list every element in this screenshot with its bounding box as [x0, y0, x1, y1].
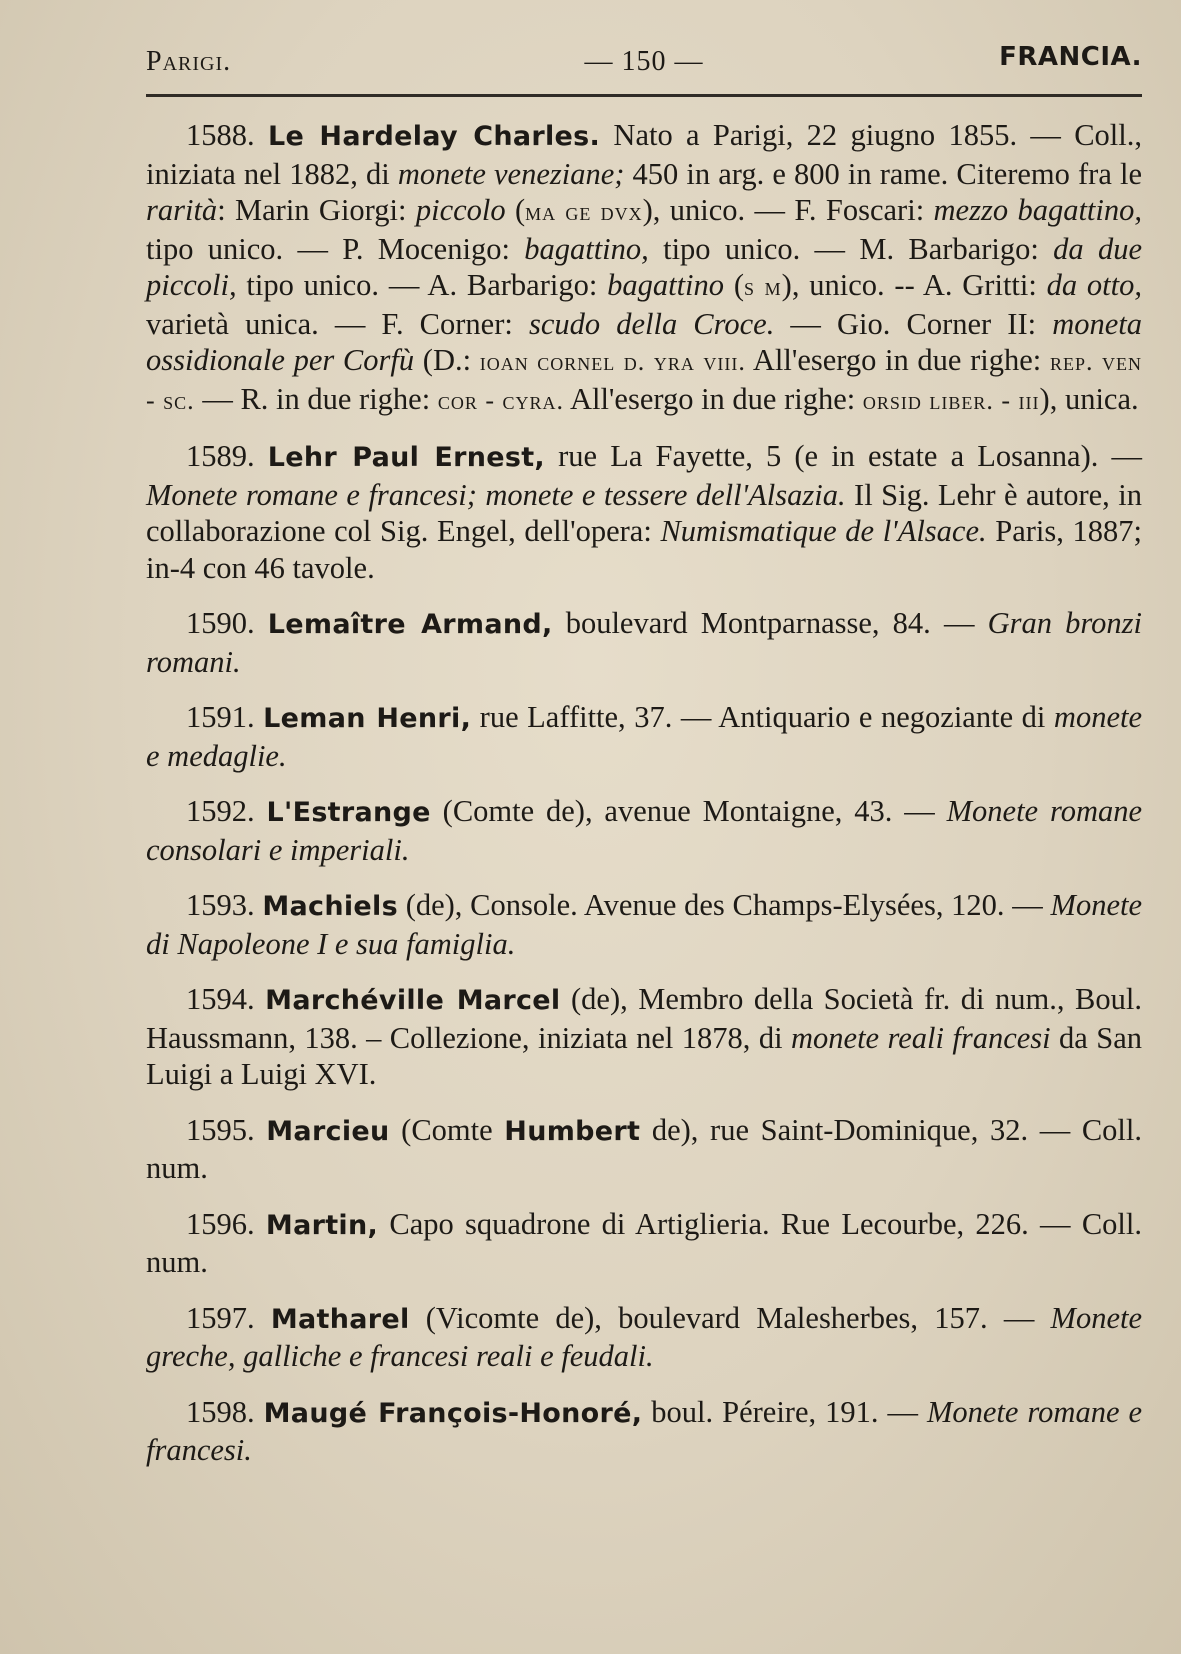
collector-name: Le Hardelay Charles. — [267, 121, 601, 152]
entry-italic: Monete romane e francesi; monete e tessere dell'Alsazia. — [146, 477, 846, 512]
header-rule — [146, 94, 1142, 97]
entry-number: 1588. — [186, 118, 255, 152]
running-head — [146, 40, 1142, 84]
entry-text: (Comte de), avenue Montaigne, 43. — — [430, 794, 947, 828]
collector-name: Leman Henri, — [263, 703, 472, 734]
entry-number: 1595. — [186, 1112, 255, 1147]
entry-text: boul. Péreire, 191. — — [642, 1394, 927, 1429]
entry-1598 — [146, 1394, 1142, 1469]
entry-text: ), unico. -- A. Gritti: — [781, 268, 1047, 302]
entry-number: 1597. — [186, 1300, 255, 1335]
entry-italic: bagattino, — [524, 231, 649, 266]
entry-italic: monete e medaglie. — [146, 700, 1142, 773]
coin-legend: s m — [743, 272, 782, 301]
entry-list — [146, 117, 1142, 1469]
coin-legend: ioan cornel d. yra viii. — [479, 347, 746, 376]
collector-name: Maugé François-Honoré, — [263, 1397, 643, 1429]
coin-legend: cor - cyra. — [437, 385, 564, 415]
entry-text: ), unico. — F. Foscari: — [642, 193, 934, 227]
entry-italic: Monete romane e francesi. — [146, 1394, 1143, 1467]
entry-text: ( — [505, 193, 526, 227]
entry-number: 1591. — [186, 700, 255, 734]
entry-number: 1594. — [186, 982, 255, 1016]
entry-text: 450 in arg. e 800 in rame. Citeremo fra le — [624, 156, 1142, 191]
entry-italic: scudo della Croce. — [528, 306, 775, 341]
running-head-location: Parigi. — [146, 46, 232, 77]
entry-text: tipo unico. — A. Barbarigo: — [236, 268, 608, 302]
entry-text: (D.: — [414, 343, 480, 377]
entry-italic: moneta ossidionale per Corfù — [146, 306, 1142, 377]
entry-text: Nato a Parigi, 22 giugno 1855. — Coll., iniziata nel 1882, di — [146, 118, 1142, 191]
collector-name: Machiels — [262, 891, 398, 922]
entry-text: da San Luigi a Luigi XVI. — [146, 1020, 1143, 1091]
entry-text: tipo unico. — P. Mocenigo: — [146, 231, 525, 266]
entry-1592 — [146, 793, 1142, 868]
running-head-country: FRANCIA. — [999, 42, 1142, 72]
entry-text: Il Sig. Lehr è autore, in collaborazione col Sig. Engel, dell'opera: — [146, 477, 1142, 548]
collector-name: Marchéville Marcel — [265, 985, 561, 1016]
collector-name: Marcieu — [266, 1115, 390, 1147]
entry-text: ( — [724, 268, 744, 302]
entry-1596 — [146, 1206, 1142, 1281]
collector-first-name: Humbert — [504, 1115, 641, 1147]
entry-number: 1592. — [186, 794, 255, 828]
entry-1597 — [146, 1300, 1142, 1375]
book-page — [146, 40, 1142, 1488]
collector-name: Lehr Paul Ernest, — [267, 442, 545, 473]
entry-text: (Comte — [389, 1112, 505, 1147]
entry-number: 1590. — [186, 606, 255, 640]
entry-text: — R. in due righe: — [194, 381, 438, 416]
page-number: — 150 — — [584, 46, 704, 77]
coin-legend: ma ge dvx — [525, 197, 643, 226]
entry-italic: rarità — [146, 193, 218, 227]
entry-number: 1596. — [186, 1206, 255, 1241]
entry-text: (de), Membro della Società fr. di num., Boul. Haussmann, 138. – Collezione, iniziata nel 1878, di — [146, 982, 1142, 1055]
coin-legend: orsid liber. - iii — [862, 385, 1040, 415]
entry-italic: piccolo — [415, 193, 506, 227]
entry-text: (Vicomte de), boulevard Malesherbes, 157. — — [409, 1300, 1051, 1335]
entry-italic: monete reali francesi — [791, 1020, 1051, 1055]
entry-italic: Monete di Napoleone I e sua famiglia. — [146, 888, 1142, 961]
entry-1591 — [146, 699, 1142, 774]
entry-number: 1593. — [186, 888, 255, 922]
entry-text: All'esergo in due righe: — [564, 381, 863, 416]
entry-italic: Monete greche, galliche e francesi reali e feudali. — [146, 1300, 1143, 1373]
entry-text: boulevard Montparnasse, 84. — — [552, 606, 988, 640]
entry-1593 — [146, 887, 1142, 962]
entry-1594 — [146, 981, 1142, 1093]
entry-text: tipo unico. — M. Barbarigo: — [648, 231, 1054, 266]
entry-italic: Gran bronzi romani. — [146, 606, 1143, 679]
entry-text: ), unica. — [1039, 381, 1139, 416]
coin-legend: rep. ven - sc. — [146, 347, 1142, 415]
entry-text: varietà unica. — F. Corner: — [146, 306, 529, 341]
entry-text: (de), Console. Avenue des Champs-Elysées, 120. — — [397, 888, 1051, 922]
entry-text: rue La Fayette, 5 (e in estate a Losanna). — — [545, 439, 1142, 473]
entry-italic: mezzo bagattino, — [933, 193, 1142, 227]
entry-italic: Numismatique de l'Alsace. — [660, 514, 987, 548]
collector-name: Lemaître Armand, — [267, 609, 553, 640]
entry-text: All'esergo in due righe: — [745, 343, 1050, 377]
entry-text: rue Laffitte, 37. — Antiquario e negoziante di — [471, 700, 1054, 734]
entry-number: 1589. — [186, 439, 255, 473]
entry-text: : Marin Giorgi: — [217, 193, 416, 227]
entry-text: de), rue Saint-Dominique, 32. — Coll. num. — [146, 1112, 1142, 1185]
collector-name: L'Estrange — [266, 797, 431, 828]
entry-1590 — [146, 605, 1142, 680]
entry-italic: bagattino — [607, 268, 725, 302]
entry-italic: da otto, — [1046, 268, 1142, 302]
collector-name: Martin, — [265, 1209, 379, 1241]
entry-italic: monete veneziane; — [397, 156, 625, 191]
collector-name: Matharel — [270, 1303, 410, 1335]
entry-italic: Monete romane consolari e imperiali. — [146, 794, 1143, 867]
entry-1588 — [146, 117, 1142, 419]
entry-number: 1598. — [186, 1394, 255, 1429]
entry-1589 — [146, 438, 1142, 586]
entry-text: Capo squadrone di Artiglieria. Rue Lecourbe, 226. — Coll. num. — [146, 1206, 1143, 1279]
entry-1595 — [146, 1112, 1142, 1187]
entry-italic: da due piccoli, — [146, 231, 1142, 302]
entry-text: — Gio. Corner II: — [774, 306, 1053, 341]
entry-text: Paris, 1887; in-4 con 46 tavole. — [146, 514, 1142, 585]
